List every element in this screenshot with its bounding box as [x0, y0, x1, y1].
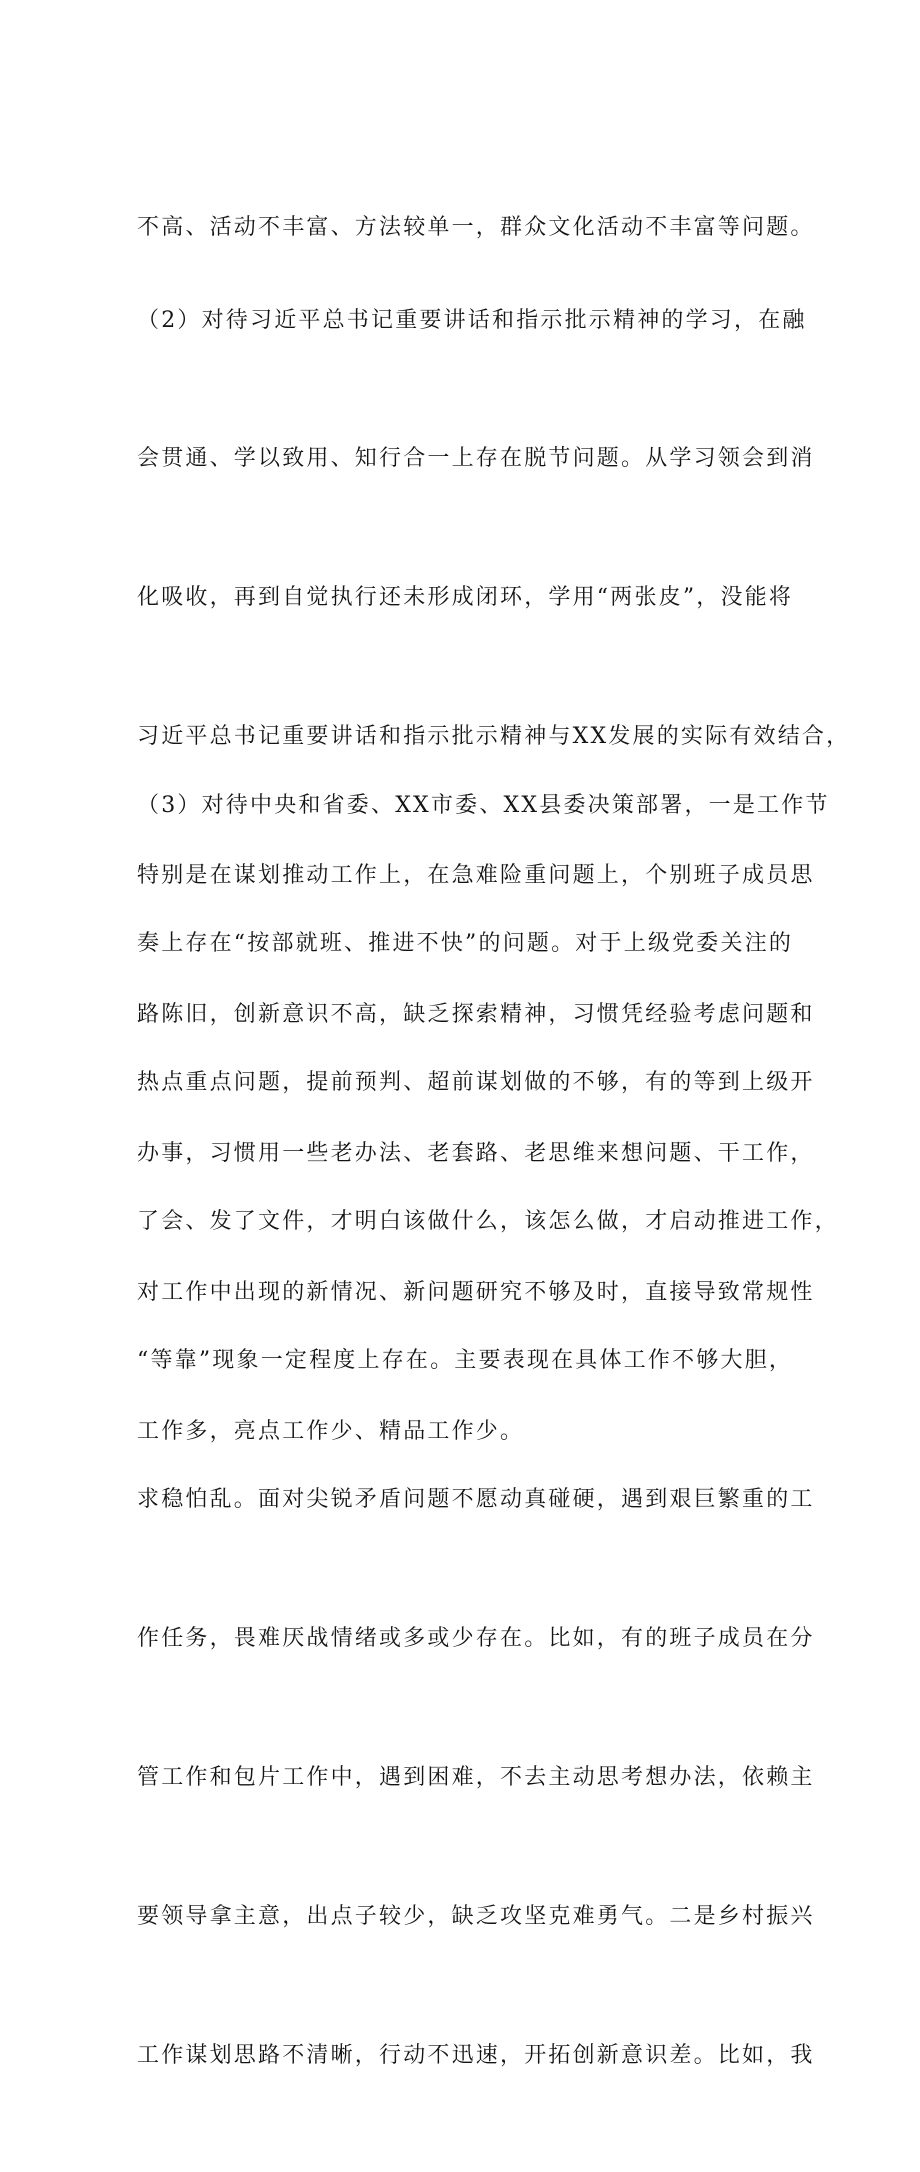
- text-line: （2）对待习近平总书记重要讲话和指示批示精神的学习，在融: [137, 307, 807, 333]
- text-line: 办事，习惯用一些老办法、老套路、老思维来想问题、干工作，: [137, 1140, 815, 1166]
- paragraph-3: [137, 690, 851, 2172]
- text-line: 要领导拿主意，出点子较少，缺乏攻坚克难勇气。二是乡村振兴: [137, 1903, 815, 1929]
- text-line: 特别是在谋划推动工作上，在急难险重问题上，个别班子成员思: [137, 863, 815, 889]
- text-line: 求稳怕乱。面对尖锐矛盾问题不愿动真碰硬，遇到艰巨繁重的工: [137, 1487, 815, 1513]
- text-line: 工作多，亮点工作少、精品工作少。: [137, 1418, 525, 1444]
- text-line: 了会、发了文件，才明白该做什么，该怎么做，才启动推进工作，: [137, 1209, 839, 1235]
- text-line: 管工作和包片工作中，遇到困难，不去主动思考想办法，依赖主: [137, 1764, 815, 1790]
- text-line: 会贯通、学以致用、知行合一上存在脱节问题。从学习领会到消: [137, 446, 815, 472]
- text-line: 化吸收，再到自觉执行还未形成闭环，学用“两张皮”，没能将: [137, 585, 794, 611]
- text-line: 不高、活动不丰富、方法较单一，群众文化活动不丰富等问题。: [137, 214, 815, 240]
- text-line: 工作谋划思路不清晰，行动不迅速，开拓创新意识差。比如，我: [137, 2042, 815, 2068]
- text-line: （3）对待中央和省委、XX市委、XX县委决策部署，一是工作节: [137, 792, 830, 818]
- text-line: 奏上存在“按部就班、推进不快”的问题。对于上级党委关注的: [137, 931, 794, 957]
- text-line: 热点重点问题，提前预判、超前谋划做的不够，有的等到上级开: [137, 1070, 815, 1096]
- text-line: 习近平总书记重要讲话和指示批示精神与XX发展的实际有效结合，: [137, 724, 851, 750]
- text-line: 作任务，畏难厌战情绪或多或少存在。比如，有的班子成员在分: [137, 1625, 815, 1651]
- text-line: 对工作中出现的新情况、新问题研究不够及时，直接导致常规性: [137, 1279, 815, 1305]
- text-line: “等靠”现象一定程度上存在。主要表现在具体工作不够大胆，: [137, 1348, 794, 1374]
- text-line: 路陈旧，创新意识不高，缺乏探索精神，习惯凭经验考虑问题和: [137, 1002, 815, 1028]
